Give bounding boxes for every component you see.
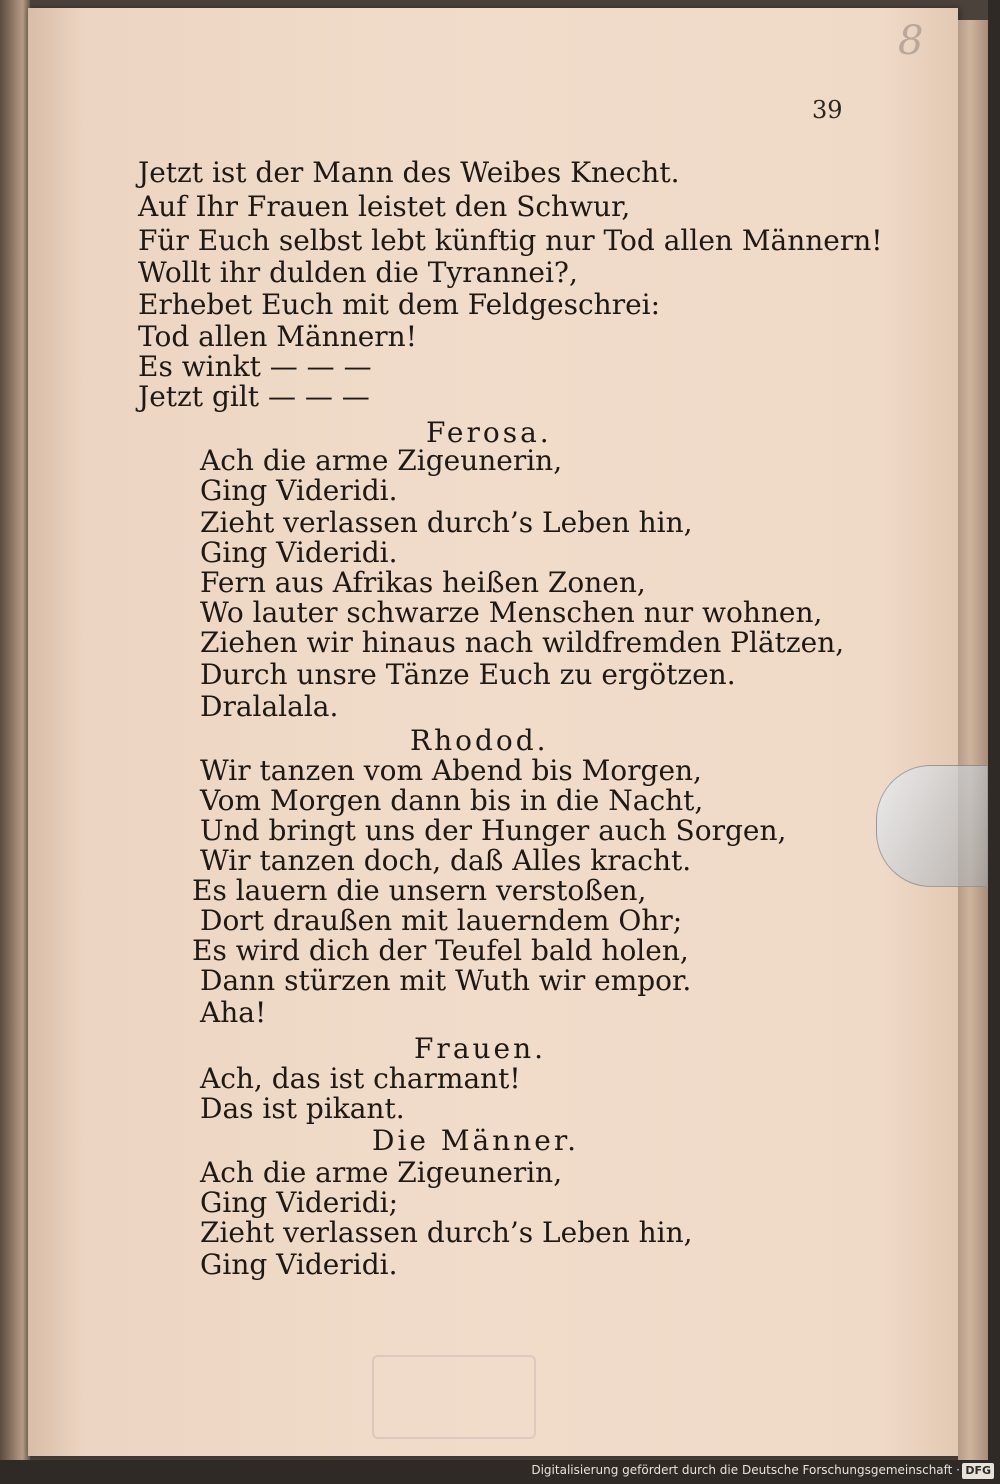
verse-line: Dann stürzen mit Wuth wir empor.	[200, 964, 692, 997]
page-number: 39	[812, 96, 843, 124]
verse-line: Tod allen Männern!	[138, 320, 417, 353]
digitization-credit: Digitalisierung gefördert durch die Deutsche Forschungsgemeinschaft ·	[531, 1463, 960, 1477]
verse-line: Ach die arme Zigeunerin,	[200, 444, 563, 477]
verse-line: Vom Morgen dann bis in die Nacht,	[200, 784, 704, 817]
verse-line: Es winkt — — —	[138, 350, 372, 383]
verse-line: Ging Videridi.	[200, 474, 398, 507]
verse-line: Wo lauter schwarze Menschen nur wohnen,	[200, 596, 823, 629]
verse-line: Auf Ihr Frauen leistet den Schwur,	[138, 190, 631, 223]
verse-line: Dort draußen mit lauerndem Ohr;	[200, 904, 683, 937]
verse-line: Für Euch selbst lebt künftig nur Tod allen Männern!	[138, 224, 883, 257]
verse-line: Durch unsre Tänze Euch zu ergötzen.	[200, 658, 736, 691]
verse-line: Zieht verlassen durch’s Leben hin,	[200, 506, 693, 539]
pencil-mark: 8	[898, 18, 924, 64]
speaker-name: Die Männer.	[372, 1124, 580, 1157]
verse-line: Es wird dich der Teufel bald holen,	[192, 934, 689, 967]
left-page-edge	[0, 0, 30, 1484]
verse-line: Das ist pikant.	[200, 1092, 405, 1125]
verse-line: Wollt ihr dulden die Tyrannei?,	[138, 256, 578, 289]
verse-line: Ach die arme Zigeunerin,	[200, 1156, 563, 1189]
verse-line: Ziehen wir hinaus nach wildfremden Plätzen,	[200, 626, 845, 659]
right-page-edge	[958, 20, 988, 1460]
speaker-name: Frauen.	[414, 1032, 547, 1065]
verse-line: Erhebet Euch mit dem Feldgeschrei:	[138, 288, 661, 321]
verse-line: Jetzt gilt — — —	[138, 380, 370, 413]
dfg-logo: DFG	[962, 1463, 994, 1479]
verse-line: Ach, das ist charmant!	[200, 1062, 521, 1095]
verse-line: Ging Videridi;	[200, 1186, 399, 1219]
verse-line: Wir tanzen vom Abend bis Morgen,	[200, 754, 702, 787]
verse-line: Aha!	[200, 996, 267, 1029]
verse-line: Ging Videridi.	[200, 536, 398, 569]
verse-line: Wir tanzen doch, daß Alles kracht.	[200, 844, 692, 877]
verse-line: Und bringt uns der Hunger auch Sorgen,	[200, 814, 787, 847]
scan-background	[988, 0, 1000, 1484]
verse-line: Zieht verlassen durch’s Leben hin,	[200, 1216, 693, 1249]
verse-line: Fern aus Afrikas heißen Zonen,	[200, 566, 646, 599]
page-clip	[876, 765, 988, 887]
verse-line: Ging Videridi.	[200, 1248, 398, 1281]
speaker-name: Rhodod.	[410, 724, 549, 757]
verse-line: Dralalala.	[200, 690, 339, 723]
library-stamp	[372, 1355, 536, 1439]
verse-line: Jetzt ist der Mann des Weibes Knecht.	[138, 156, 680, 189]
verse-line: Es lauern die unsern verstoßen,	[192, 874, 647, 907]
speaker-name: Ferosa.	[426, 416, 552, 449]
